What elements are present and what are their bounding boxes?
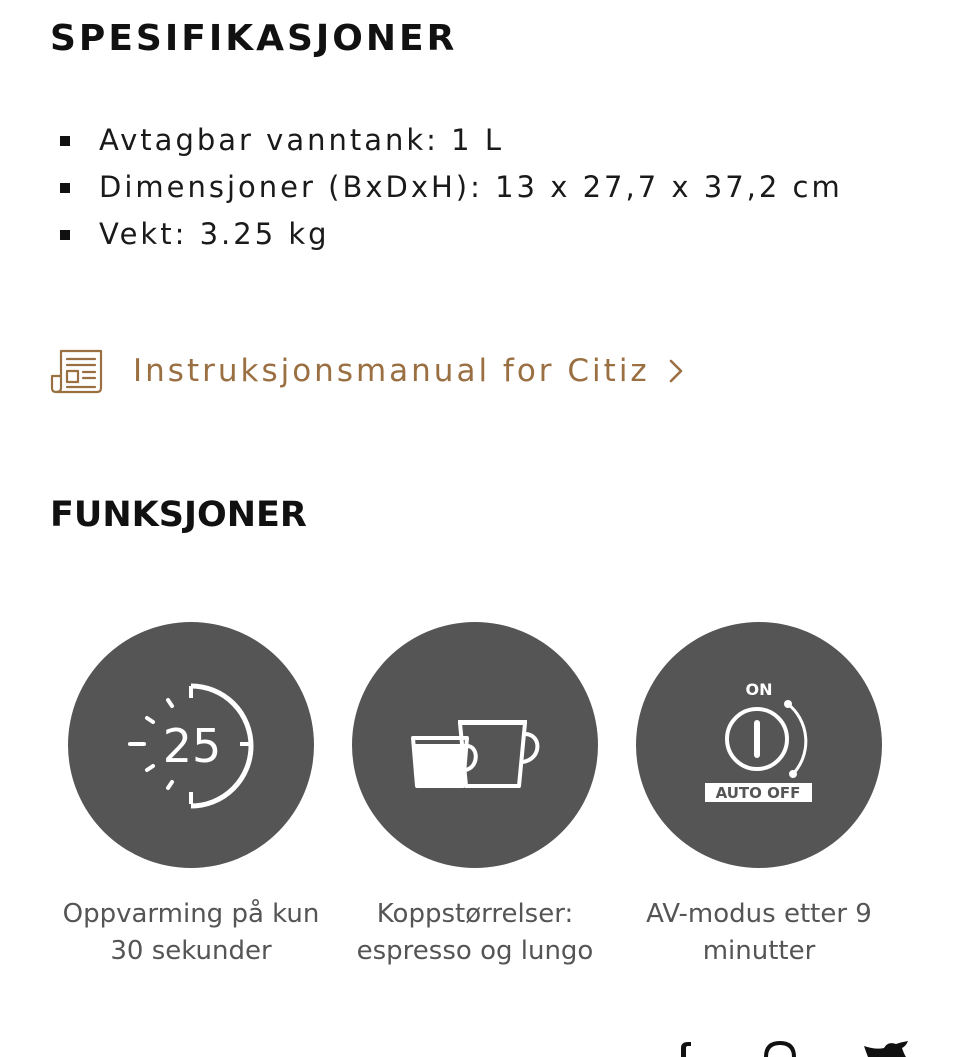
spec-item-dimensions	[60, 164, 843, 211]
facebook-icon[interactable]	[672, 1040, 696, 1057]
spec-item-text: Avtagbar vanntank: 1 L	[99, 123, 504, 157]
feature-heating	[46, 622, 336, 970]
spec-item-text: Vekt: 3.25 kg	[99, 217, 330, 251]
spec-item-water-tank	[60, 117, 843, 164]
caption-line: Oppvarming på kun	[62, 899, 320, 929]
specifications-list	[60, 117, 843, 258]
caption-line: AV-modus etter 9	[646, 899, 872, 929]
feature-cup-sizes	[330, 622, 620, 970]
auto-off-icon	[636, 622, 882, 868]
caption-line: espresso og lungo	[356, 936, 594, 966]
auto-off-label: AUTO OFF	[715, 784, 801, 802]
caption-line: 30 sekunder	[110, 936, 272, 966]
bullet-icon	[60, 183, 70, 193]
twitter-icon[interactable]	[862, 1040, 912, 1057]
on-label: ON	[745, 680, 773, 699]
heating-timer-icon	[68, 622, 314, 868]
feature-auto-off	[614, 622, 904, 970]
timer-value: 25	[162, 719, 222, 773]
bullet-icon	[60, 136, 70, 146]
feature-caption	[46, 896, 336, 970]
cup-sizes-icon	[352, 622, 598, 868]
feature-circle	[352, 622, 598, 868]
spec-item-text: Dimensjoner (BxDxH): 13 x 27,7 x 37,2 cm	[99, 170, 843, 204]
feature-circle	[68, 622, 314, 868]
specifications-heading: SPESIFIKASJONER	[50, 18, 458, 59]
feature-caption	[614, 896, 904, 970]
instruction-manual-link[interactable]	[50, 346, 684, 396]
feature-circle	[636, 622, 882, 868]
manual-link-label: Instruksjonsmanual for Citiz	[133, 353, 650, 389]
feature-caption	[330, 896, 620, 970]
functions-heading: FUNKSJONER	[50, 495, 307, 535]
pinterest-icon[interactable]	[762, 1040, 798, 1057]
bullet-icon	[60, 230, 70, 240]
spec-item-weight	[60, 211, 843, 258]
document-icon	[50, 348, 103, 394]
caption-line: Koppstørrelser:	[376, 899, 574, 929]
caption-line: minutter	[702, 936, 816, 966]
chevron-right-icon	[668, 358, 684, 384]
